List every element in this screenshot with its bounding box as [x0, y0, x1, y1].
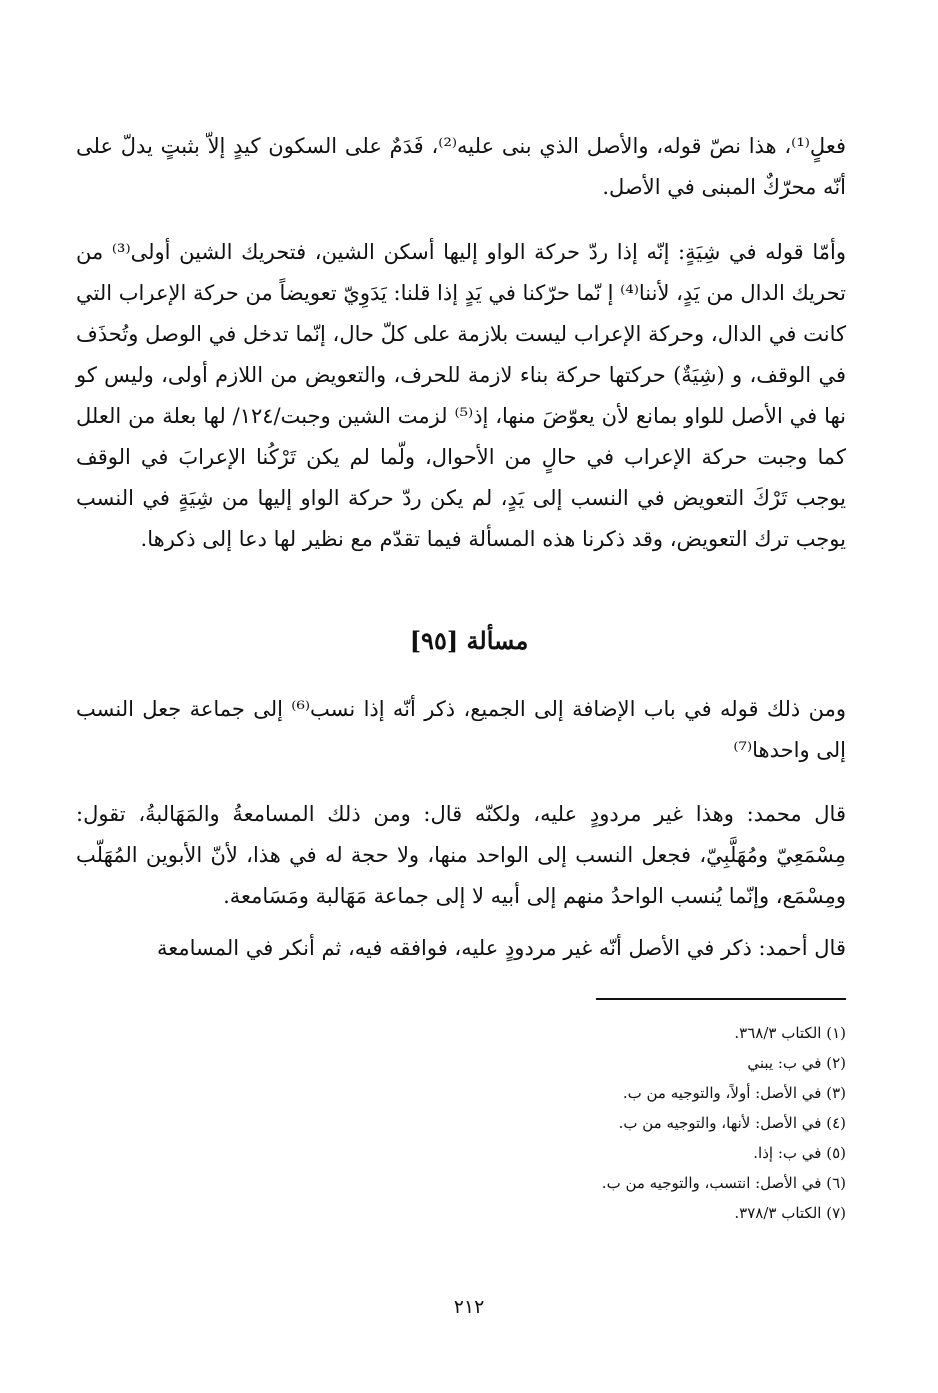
footnote-7: (٧) الكتاب ٣٧٨/٣. — [734, 1204, 846, 1222]
footnote-2: (٢) في ب: يبني — [747, 1054, 846, 1072]
footnote-3: (٣) في الأصل: أولاً، والتوجيه من ب. — [622, 1084, 846, 1102]
footnote-5: (٥) في ب: إذا. — [753, 1144, 846, 1162]
paragraph-3: ومن ذلك قوله في باب الإضافة إلى الجميع، ذكر أنّه إذا نسب⁽⁶⁾ إلى جماعة جعل النسب إلى واحدها⁽⁷⁾ — [76, 697, 846, 762]
paragraph-4: قال محمد: وهذا غير مردودٍ عليه، ولكنّه قال: ومن ذلك المسامعةُ والمَهَالبةُ، تقول: مِسْمَعِيّ ومُهَلَّبِيّ، فجعل النسب إلى الواحد منها، ولا حجة له في هذا، لأنّ الأبوين المُهَلّب ومِسْمَع، وإنّما يُنسب الواحدُ منهم إلى أبيه لا إلى جماعة مَهَالبة ومَسَامعة. — [76, 802, 846, 908]
paragraph-1: فعلٍ⁽¹⁾، هذا نصّ قوله، والأصل الذي بنى عليه⁽²⁾، فَدَمٌ على السكون كيدٍ إلاّ بثبتٍ يدلّ على أنّه محرّكٌ المبنى في الأصل. — [76, 134, 846, 199]
footnote-6: (٦) في الأصل: انتسب، والتوجيه من ب. — [601, 1174, 846, 1192]
paragraph-5: قال أحمد: ذكر في الأصل أنّه غير مردودٍ عليه، فوافقه فيه، ثم أنكر في المسامعة — [156, 936, 846, 960]
section-heading: مسألة [٩٥] — [409, 626, 529, 655]
footnote-1: (١) الكتاب ٣٦٨/٣. — [734, 1024, 846, 1042]
footnote-divider — [596, 998, 846, 1000]
footnotes-list — [426, 1018, 846, 1228]
footnote-4: (٤) في الأصل: لأنها، والتوجيه من ب. — [618, 1114, 846, 1132]
paragraph-2: وأمّا قوله في شِيَةٍ: إنّه إذا ردّ حركة الواو إليها أسكن الشين، فتحريك الشين أولى⁽³⁾ من تحريك الدال من يَدٍ، لأننا⁽⁴⁾ إ نّما حرّكنا في يَدٍ إذا قلنا: يَدَوِيّ تعويضاً من حركة الإعراب التي كانت في الدال، وحركة الإعراب ليست بلازمة على كلّ حال، إنّما تدخل في الوصل وتُحذَف في الوقف، و (شِيَةٌ) حركتها حركة بناء لازمة للحرف، والتعويض من اللازم أولى، وليس كو نها في الأصل للواو بمانع لأن يعوّضَ منها، إذ⁽⁵⁾ لزمت الشين وجبت/١٢٤/ لها بعلة من العلل كما وجبت حركة الإعراب في حالٍ من الأحوال، ولّما لم يكن تَرْكُنا الإعرابَ في الوقف يوجب تَرْكَ التعويض في النسب إلى يَدٍ، لم يكن ردّ حركة الواو إليها من شِيَةٍ في النسب يوجب ترك التعويض، وقد ذكرنا هذه المسألة فيما تقدّم مع نظير لها دعا إلى ذكرها. — [76, 240, 846, 551]
page-number: ٢١٢ — [453, 1296, 485, 1318]
